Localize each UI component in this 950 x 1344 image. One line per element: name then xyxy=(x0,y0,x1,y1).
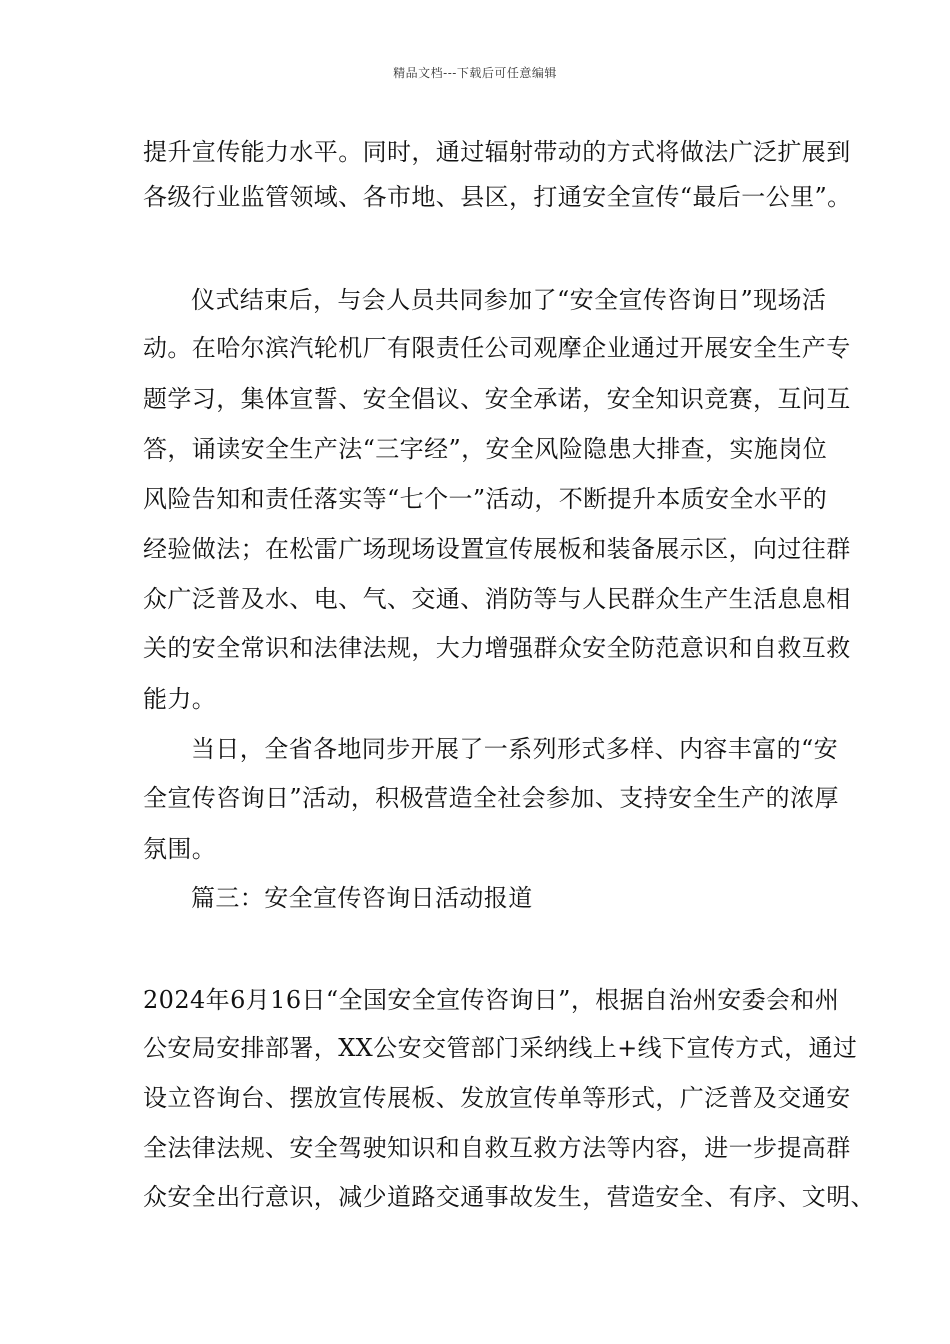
text-line: 题学习，集体宣誓、安全倡议、安全承诺，安全知识竞赛，互问互 xyxy=(143,385,851,413)
text-line: 关的安全常识和法律法规，大力增强群众安全防范意识和自救互救 xyxy=(143,634,851,662)
text-line: 当日，全省各地同步开展了一系列形式多样、内容丰富的“安 xyxy=(191,735,839,763)
text-line: 篇三：安全宣传咨询日活动报道 xyxy=(191,884,533,912)
text-line: 各级行业监管领域、各市地、县区，打通安全宣传“最后一公里”。 xyxy=(143,183,852,211)
text-line: 风险告知和责任落实等“七个一”活动，不断提升本质安全水平的 xyxy=(143,485,828,513)
text-line: 2024年6月16日“全国安全宣传咨询日”，根据自治州安委会和州 xyxy=(143,986,840,1014)
text-line: 经验做法；在松雷广场现场设置宣传展板和装备展示区，向过往群 xyxy=(143,535,851,563)
text-line: 仪式结束后，与会人员共同参加了“安全宣传咨询日”现场活 xyxy=(191,286,827,314)
page-header: 精品文档---下载后可任意编辑 xyxy=(393,66,557,80)
text-line: 公安局安排部署，XX公安交管部门采纳线上+线下宣传方式，通过 xyxy=(143,1034,858,1062)
text-line: 众安全出行意识，减少道路交通事故发生，营造安全、有序、文明、 xyxy=(143,1183,875,1211)
text-line: 众广泛普及水、电、气、交通、消防等与人民群众生产生活息息相 xyxy=(143,585,851,613)
text-line: 全法律法规、安全驾驶知识和自救互救方法等内容，进一步提高群 xyxy=(143,1134,851,1162)
text-line: 能力。 xyxy=(143,685,217,713)
text-line: 设立咨询台、摆放宣传展板、发放宣传单等形式，广泛普及交通安 xyxy=(143,1084,851,1112)
text-line: 动。在哈尔滨汽轮机厂有限责任公司观摩企业通过开展安全生产专 xyxy=(143,334,851,362)
text-line: 答，诵读安全生产法“三字经”，安全风险隐患大排查，实施岗位 xyxy=(143,435,828,463)
text-line: 提升宣传能力水平。同时，通过辐射带动的方式将做法广泛扩展到 xyxy=(143,138,851,166)
text-line: 全宣传咨询日”活动，积极营造全社会参加、支持安全生产的浓厚 xyxy=(143,784,839,812)
text-line: 氛围。 xyxy=(143,835,217,863)
